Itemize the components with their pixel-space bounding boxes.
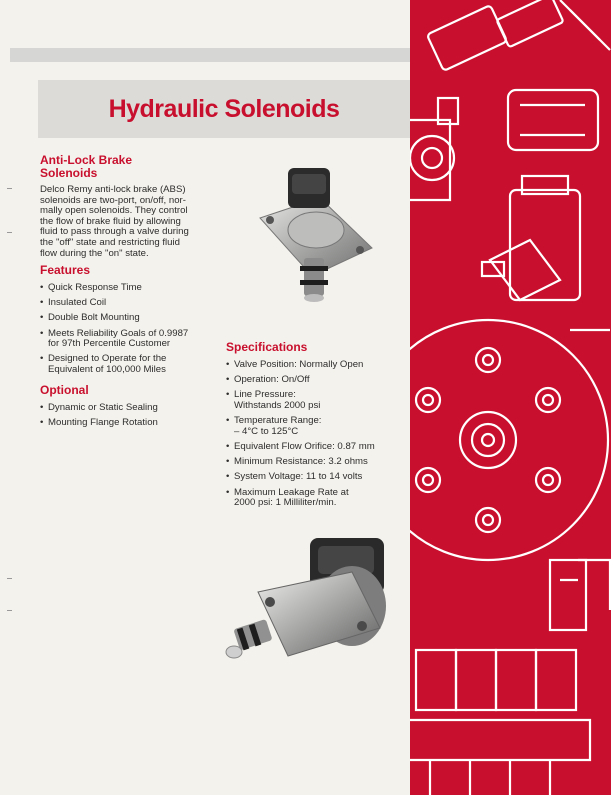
solenoid-photo-top xyxy=(250,158,380,306)
abs-heading xyxy=(40,154,132,180)
abs-heading-line: Anti-Lock Brake xyxy=(40,153,133,167)
binding-mark xyxy=(7,610,12,611)
specifications-list xyxy=(226,360,406,513)
text-line: mally open solenoids. They control xyxy=(40,205,188,217)
list-item: • Mounting Flange Rotation xyxy=(40,418,240,429)
list-item: • Double Bolt Mounting xyxy=(40,313,240,324)
text-line: fluid to pass through a valve during xyxy=(40,226,189,238)
text-line: the flow of brake fluid by allowing xyxy=(40,215,181,227)
binding-mark xyxy=(7,578,12,579)
binding-mark xyxy=(7,232,12,233)
abs-heading-line: Solenoids xyxy=(40,166,98,180)
list-item: • Minimum Resistance: 3.2 ohms xyxy=(226,457,406,468)
components-line-art-icon xyxy=(410,0,611,795)
title-banner xyxy=(38,80,410,138)
text-line: the "off" state and restricting fluid xyxy=(40,236,180,248)
list-item: • Designed to Operate for the Equivalent of 100,000 Miles xyxy=(40,354,240,375)
list-item: • Quick Response Time xyxy=(40,283,240,294)
decorative-red-panel xyxy=(410,0,611,795)
features-heading: Features xyxy=(40,263,91,277)
text-line: Delco Remy anti-lock brake (ABS) xyxy=(40,184,186,195)
optional-heading: Optional xyxy=(40,383,89,397)
top-gray-bar xyxy=(10,48,410,62)
list-item: • System Voltage: 11 to 14 volts xyxy=(226,472,406,483)
solenoid-photo-bottom xyxy=(222,532,398,684)
list-item: • Insulated Coil xyxy=(40,298,240,309)
abs-description xyxy=(40,185,240,259)
list-item: • Temperature Range: – 4°C to 125°C xyxy=(226,416,406,437)
list-item: • Equivalent Flow Orifice: 0.87 mm xyxy=(226,442,406,453)
list-item: • Meets Reliability Goals of 0.9987 for 97th Percentile Customer xyxy=(40,329,240,350)
list-item: • Maximum Leakage Rate at 2000 psi: 1 Milliliter/min. xyxy=(226,488,406,509)
binding-mark xyxy=(7,188,12,189)
specifications-heading: Specifications xyxy=(226,340,308,354)
list-item: • Dynamic or Static Sealing xyxy=(40,403,240,414)
features-list xyxy=(40,283,240,380)
optional-list xyxy=(40,403,240,433)
text-line: solenoids are two-port, on/off, nor- xyxy=(40,194,186,206)
list-item: • Line Pressure: Withstands 2000 psi xyxy=(226,390,406,411)
list-item: • Valve Position: Normally Open xyxy=(226,360,406,371)
text-line: flow during the "on" state. xyxy=(40,247,149,259)
page-title: Hydraulic Solenoids xyxy=(108,94,340,123)
list-item: • Operation: On/Off xyxy=(226,375,406,386)
